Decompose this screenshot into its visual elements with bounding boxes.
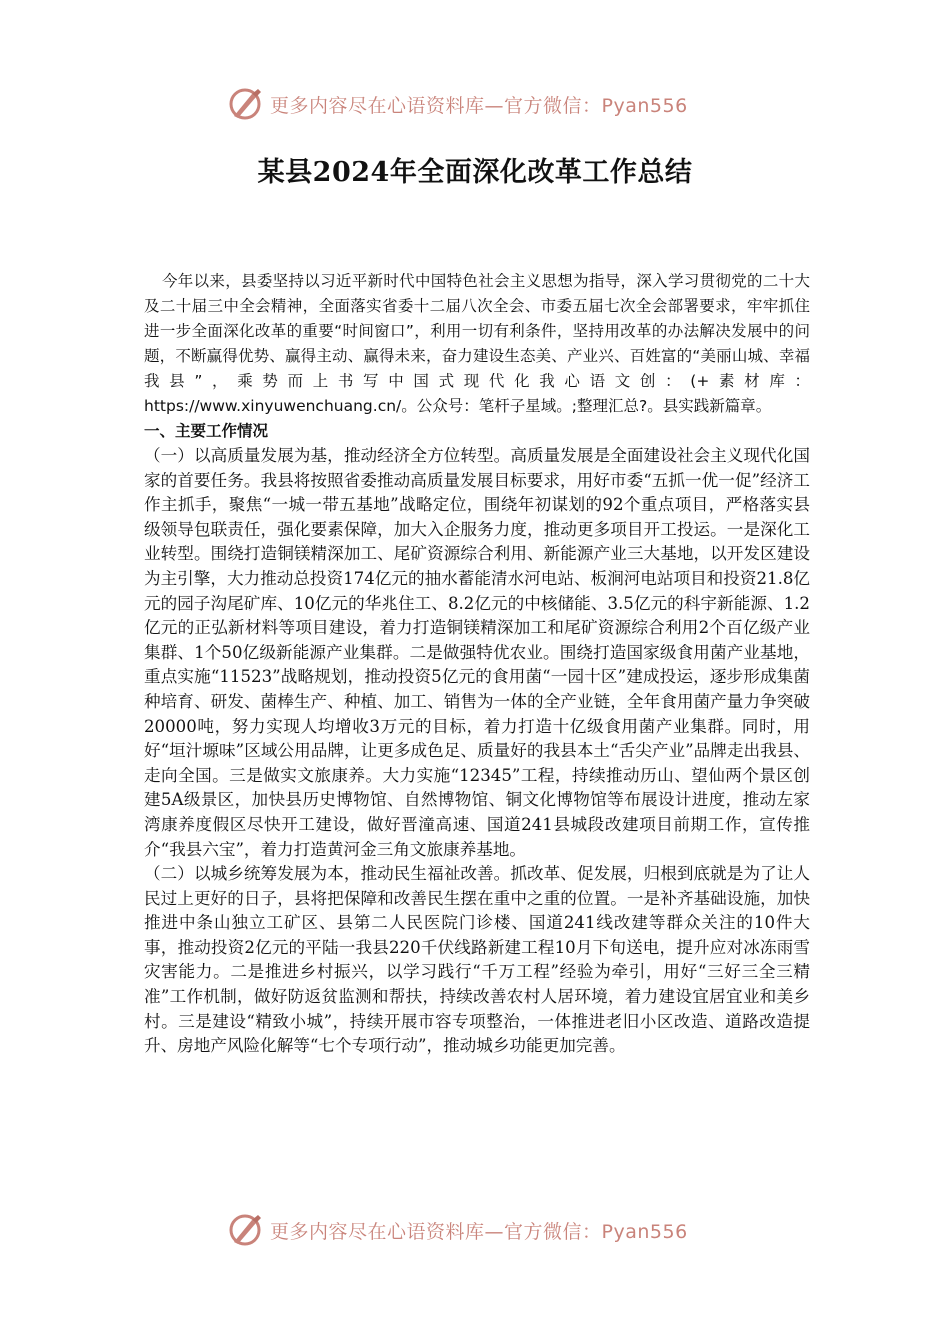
document-body xyxy=(144,269,810,1059)
footer-watermark-banner xyxy=(228,1210,748,1250)
section-heading: 一、主要工作情况 xyxy=(144,422,269,440)
body-paragraph-1: （一）以高质量发展为基，推动经济全方位转型。高质量发展是全面建设社会主义现代化国家的首要任务。我县将按照省委推动高质量发展目标要求，用好市委“五抓一优一促”经济工作主抓手，聚焦“一城一带五基地”战略定位，围绕年初谋划的92个重点项目，严格落实县级领导包联责任，强化要素保障，加大入企服务力度，推动更多项目开工投运。一是深化工业转型。围绕打造铜镁精深加工、尾矿资源综合利用、新能源产业三大基地，以开发区建设为主引擎，大力推动总投资174亿元的抽水蓄能清水河电站、板涧河电站项目和投资21.8亿元的园子沟尾矿库、10亿元的华兆住工、8.2亿元的中核储能、3.5亿元的科宇新能源、1.2亿元的正弘新材料等项目建设，着力打造铜镁精深加工和尾矿资源综合利用2个百亿级产业集群、1个50亿级新能源产业集群。二是做强特优农业。围绕打造国家级食用菌产业基地，重点实施“11523”战略规划，推动投资5亿元的食用菌“一园十区”建成投运，逐步形成集菌种培育、研发、菌棒生产、种植、加工、销售为一体的全产业链，全年食用菌产量力争突破20000吨，努力实现人均增收3万元的目标，着力打造十亿级食用菌产业集群。同时，用好“垣汁塬味”区域公用品牌，让更多成色足、质量好的我县本土“舌尖产业”品牌走出我县、走向全国。三是做实文旅康养。大力实施“12345”工程，持续推动历山、望仙两个景区创建5A级景区，加快县历史博物馆、自然博物馆、铜文化博物馆等布展设计进度，推动左家湾康养度假区尽快开工建设，做好晋潼高速、国道241县城段改建项目前期工作，宣传推介“我县六宝”，着力打造黄河金三角文旅康养基地。 xyxy=(144,446,810,859)
body-paragraph-2: （二）以城乡统筹发展为本，推动民生福祉改善。抓改革、促发展，归根到底就是为了让人民过上更好的日子，县将把保障和改善民生摆在重中之重的位置。一是补齐基础设施，加快推进中条山独立工矿区、县第二人民医院门诊楼、国道241线改建等群众关注的10件大事，推动投资2亿元的平陆一我县220千伏线路新建工程10月下旬送电，提升应对冰冻雨雪灾害能力。二是推进乡村振兴，以学习践行“千万工程”经验为牵引，用好“三好三全三精准”工作机制，做好防返贫监测和帮扶，持续改善农村人居环境，着力建设宜居宜业和美乡村。三是建设“精致小城”，持续开展市容专项整治，一体推进老旧小区改造、道路改造提升、房地产风险化解等“七个专项行动”，推动城乡功能更加完善。 xyxy=(144,864,810,1056)
watermark-text: 更多内容尽在心语资料库—官方微信：Pyan556 xyxy=(270,94,688,117)
header-watermark-banner xyxy=(228,84,748,124)
brush-logo-icon xyxy=(228,86,264,122)
document-title: 某县2024年全面深化改革工作总结 xyxy=(257,157,693,188)
brush-logo-icon xyxy=(228,1212,264,1248)
intro-paragraph: 今年以来，县委坚持以习近平新时代中国特色社会主义思想为指导，深入学习贯彻党的二十大及二十届三中全会精神，全面落实省委十二届八次全会、市委五届七次全会部署要求，牢牢抓住进一步全面深化改革的重要“时间窗口”，利用一切有利条件，坚持用改革的办法解决发展中的问题，不断赢得优势、赢得主动、赢得未来，奋力建设生态美、产业兴、百姓富的“美丽山城、幸福我县”，乘势而上书写中国式现代化我心语文创：(+素材库：https://www.xinyuwenchuang.cn/。公众号：笔杆子星域。;整理汇总?。县实践新篇章。 xyxy=(144,272,810,415)
watermark-text: 更多内容尽在心语资料库—官方微信：Pyan556 xyxy=(270,1220,688,1243)
